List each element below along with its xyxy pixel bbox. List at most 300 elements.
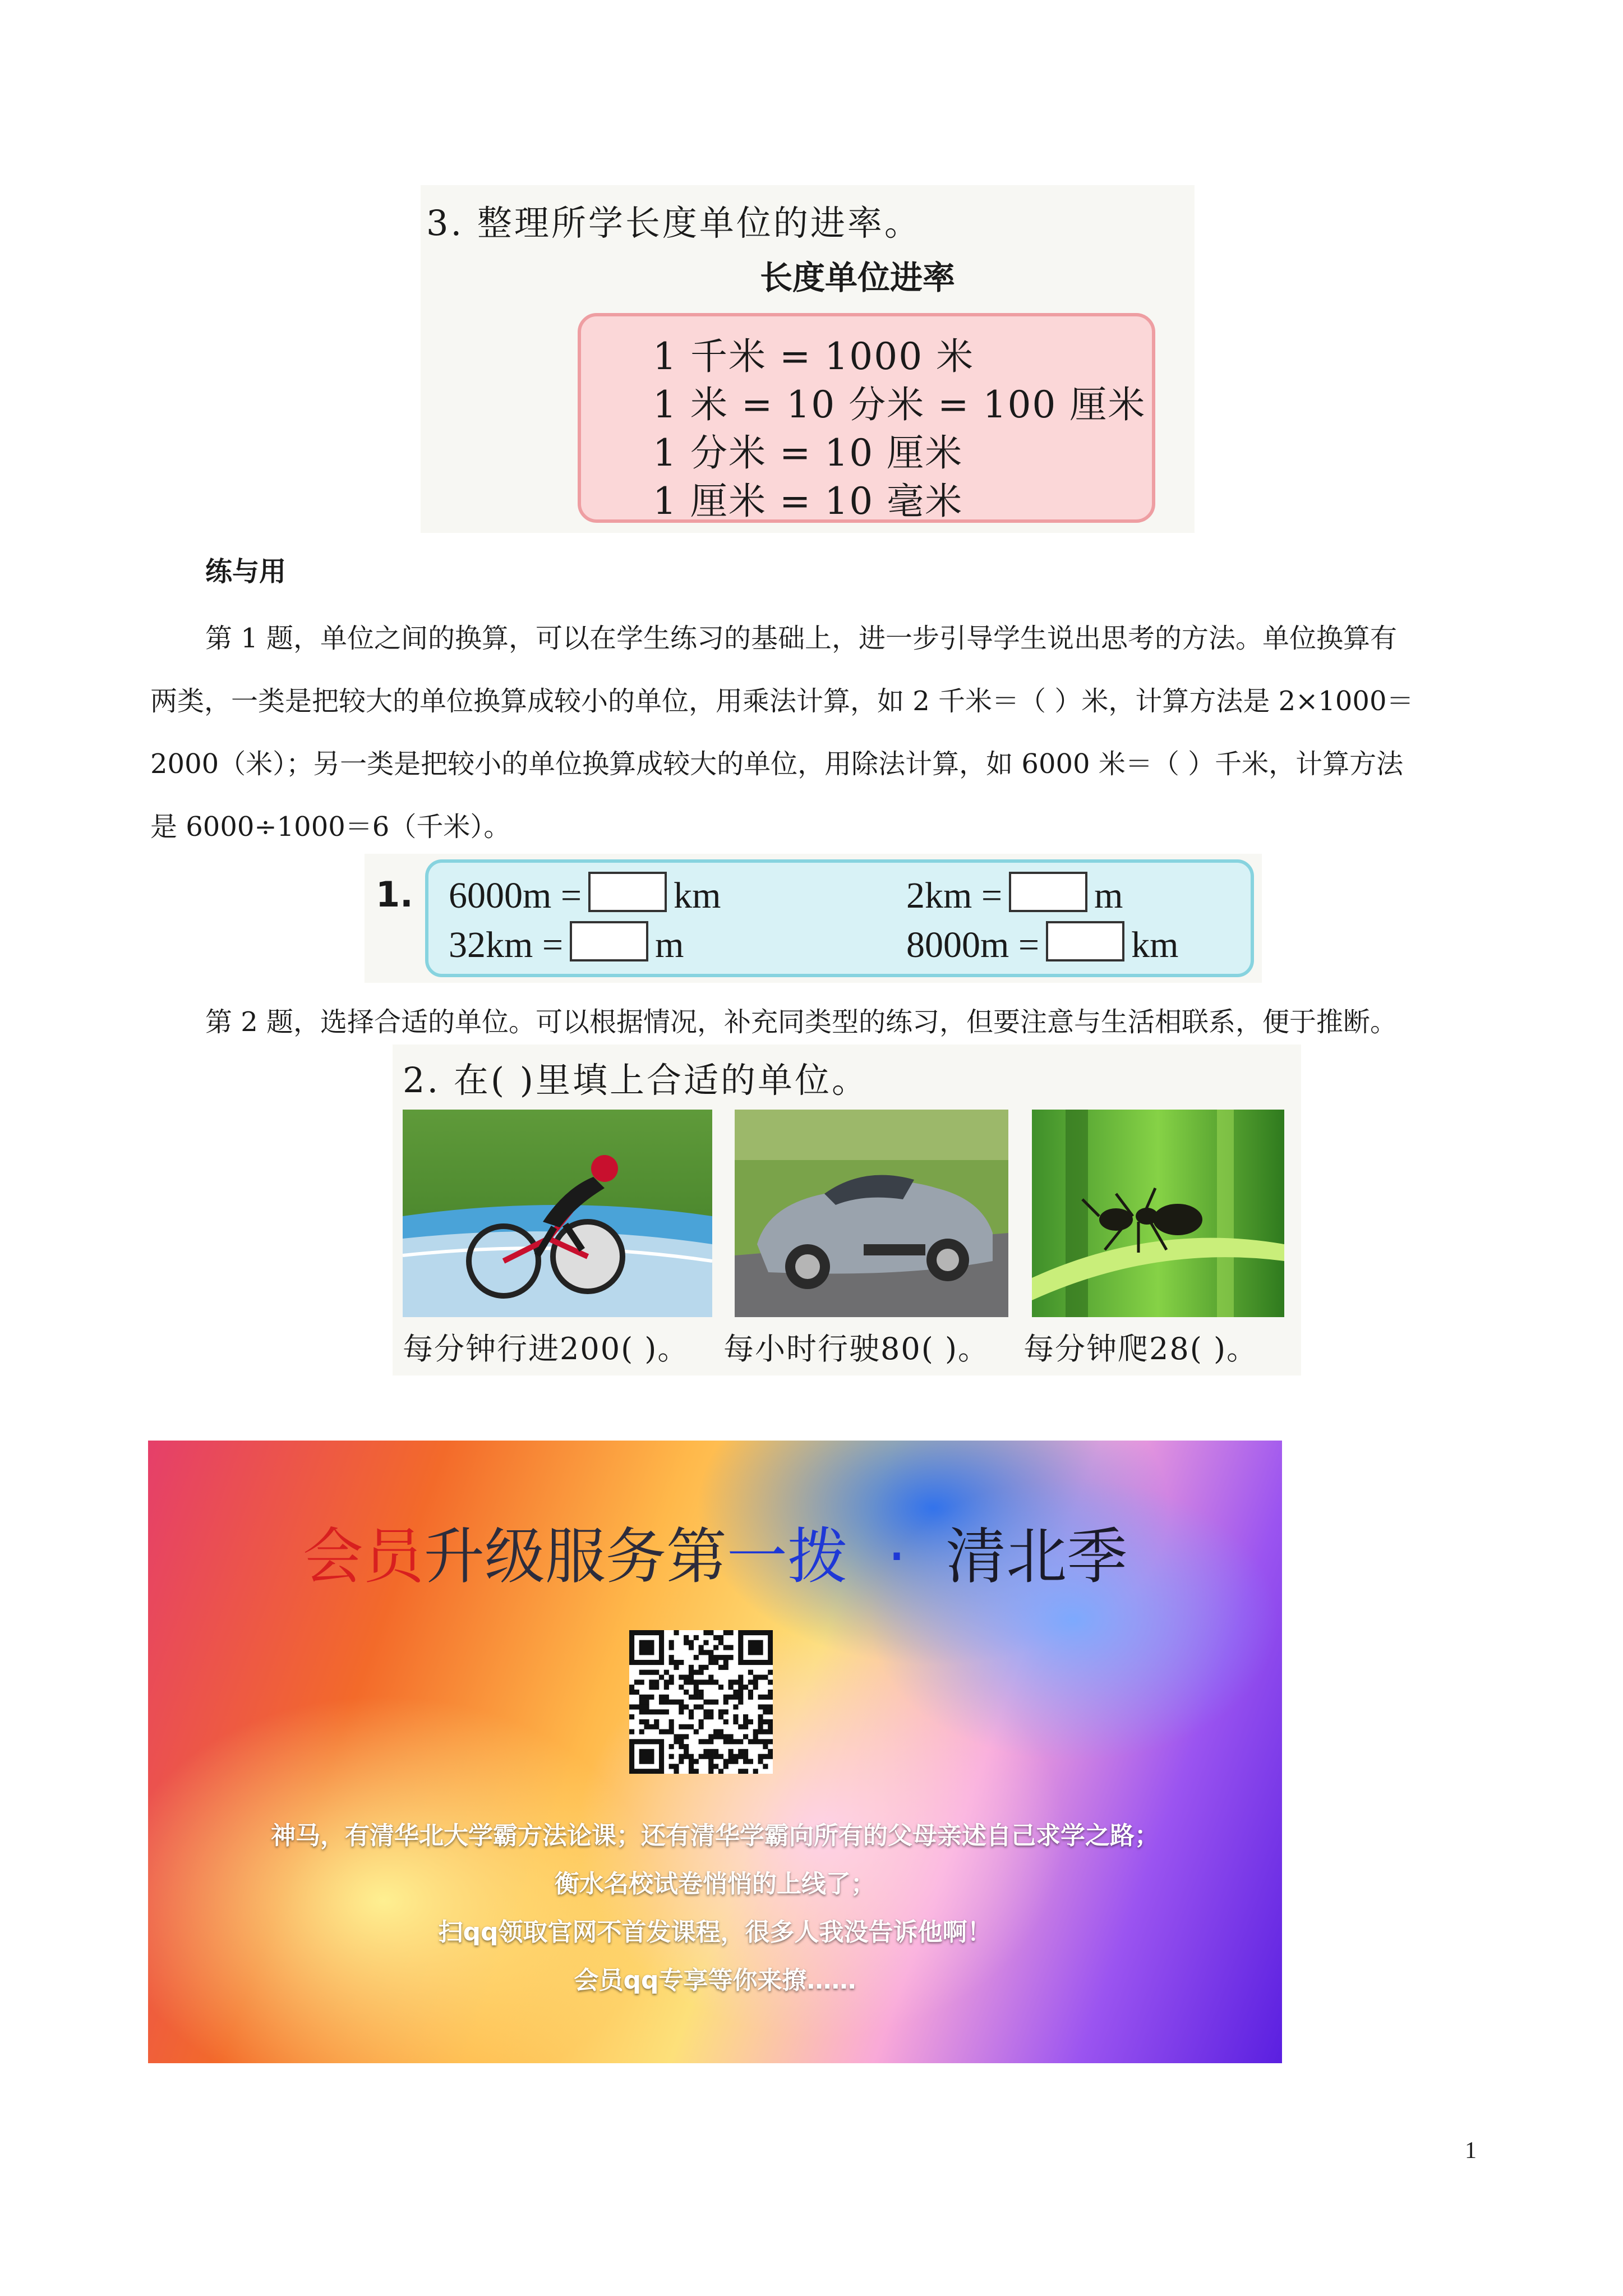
qr-module xyxy=(699,1665,704,1670)
rate-line: 1 分米 = 10 厘米 xyxy=(653,431,963,475)
qr-module xyxy=(723,1695,728,1700)
qr-module xyxy=(758,1640,763,1645)
qr-module xyxy=(768,1690,773,1695)
qr-module xyxy=(684,1690,689,1695)
qr-module xyxy=(679,1700,684,1705)
qr-module xyxy=(649,1670,654,1675)
qr-module xyxy=(634,1660,639,1665)
qr-module xyxy=(743,1769,748,1774)
qr-module xyxy=(649,1680,654,1685)
qr-module xyxy=(689,1640,694,1645)
qr-module xyxy=(654,1660,659,1665)
qr-module xyxy=(679,1744,684,1749)
banner-line: 衡水名校试卷悄悄的上线了； xyxy=(555,1870,875,1898)
conversion-left: 32km = xyxy=(449,924,564,965)
qr-module xyxy=(659,1709,664,1714)
qr-module xyxy=(738,1680,743,1685)
qr-module xyxy=(629,1690,634,1695)
qr-module xyxy=(649,1709,654,1714)
qr-module xyxy=(684,1704,689,1709)
answer-blank xyxy=(588,872,667,912)
qr-module xyxy=(753,1685,758,1690)
qr-module xyxy=(659,1754,664,1759)
qr-module xyxy=(699,1690,704,1695)
rate-line: 1 米 = 10 分米 = 100 厘米 xyxy=(653,383,1146,426)
qr-module xyxy=(733,1759,738,1764)
qr-module xyxy=(738,1739,743,1744)
qr-module xyxy=(763,1709,768,1714)
qr-module xyxy=(748,1660,753,1665)
qr-module xyxy=(689,1724,694,1729)
qr-module xyxy=(713,1635,718,1640)
qr-module xyxy=(694,1655,699,1660)
qr-module xyxy=(644,1759,649,1764)
qr-module xyxy=(708,1680,713,1685)
qr-module xyxy=(674,1739,679,1744)
qr-module xyxy=(768,1704,773,1709)
qr-module xyxy=(768,1680,773,1685)
qr-module xyxy=(699,1695,704,1700)
rate-line: 1 厘米 = 10 毫米 xyxy=(653,480,963,523)
qr-module xyxy=(743,1630,748,1635)
qr-module xyxy=(659,1655,664,1660)
qr-module xyxy=(718,1685,723,1690)
qr-module xyxy=(689,1709,694,1714)
qr-module xyxy=(728,1734,734,1739)
qr-module xyxy=(639,1754,644,1759)
banner-title-part: 升级服务第 xyxy=(423,1522,727,1592)
ant-photo xyxy=(1032,1110,1284,1317)
qr-module xyxy=(654,1685,659,1690)
qr-module xyxy=(738,1700,743,1705)
qr-module xyxy=(718,1635,723,1640)
qr-module xyxy=(644,1645,649,1650)
qr-module xyxy=(669,1744,674,1749)
qr-module xyxy=(728,1645,734,1650)
qr-module xyxy=(629,1650,634,1655)
qr-module xyxy=(768,1670,773,1675)
qr-module xyxy=(644,1724,649,1729)
qr-module xyxy=(738,1650,743,1655)
qr-module xyxy=(699,1724,704,1729)
qr-module xyxy=(718,1665,723,1670)
qr-module xyxy=(753,1660,758,1665)
qr-module xyxy=(713,1700,718,1705)
qr-module xyxy=(679,1674,684,1680)
qr-module xyxy=(738,1655,743,1660)
qr-module xyxy=(639,1645,644,1650)
qr-module xyxy=(723,1645,728,1650)
qr-module xyxy=(738,1724,743,1729)
qr-module xyxy=(654,1709,659,1714)
qr-module xyxy=(758,1739,763,1744)
qr-module xyxy=(674,1700,679,1705)
qr-module xyxy=(644,1709,649,1714)
qr-module xyxy=(753,1640,758,1645)
qr-module xyxy=(679,1734,684,1739)
qr-module xyxy=(699,1754,704,1759)
qr-module xyxy=(763,1744,768,1749)
qr-module xyxy=(639,1700,644,1705)
qr-module xyxy=(639,1650,644,1655)
qr-module xyxy=(703,1630,708,1635)
qr-module xyxy=(768,1640,773,1645)
qr-module xyxy=(758,1729,763,1734)
qr-module xyxy=(659,1729,664,1734)
qr-module xyxy=(758,1645,763,1650)
qr-module xyxy=(763,1630,768,1635)
qr-module xyxy=(703,1749,708,1754)
qr-module xyxy=(708,1714,713,1719)
qr-module xyxy=(743,1734,748,1739)
qr-module xyxy=(629,1655,634,1660)
qr-module xyxy=(743,1714,748,1719)
qr-module xyxy=(699,1645,704,1650)
qr-module xyxy=(758,1695,763,1700)
qr-module xyxy=(763,1754,768,1759)
qr-module xyxy=(753,1739,758,1744)
qr-module xyxy=(753,1630,758,1635)
qr-module xyxy=(674,1660,679,1665)
qr-module xyxy=(629,1630,634,1635)
qr-module xyxy=(684,1640,689,1645)
qr-module xyxy=(703,1700,708,1705)
qr-module xyxy=(763,1660,768,1665)
qr-module xyxy=(703,1714,708,1719)
qr-module xyxy=(763,1729,768,1734)
qr-module xyxy=(629,1704,634,1709)
qr-module xyxy=(669,1700,674,1705)
qr-module xyxy=(723,1734,728,1739)
qr-module xyxy=(708,1630,713,1635)
qr-module xyxy=(763,1674,768,1680)
qr-module xyxy=(723,1660,728,1665)
qr-module xyxy=(738,1635,743,1640)
cyclist-photo xyxy=(403,1110,712,1317)
qr-module xyxy=(664,1680,669,1685)
qr-module xyxy=(664,1670,669,1675)
qr-module xyxy=(669,1640,674,1645)
qr-module xyxy=(644,1719,649,1724)
paragraph-line: 2000（米）；另一类是把较小的单位换算成较大的单位，用除法计算，如 6000 米＝（ ）千米，计算方法 xyxy=(150,748,1404,780)
qr-module xyxy=(634,1739,639,1744)
qr-module xyxy=(738,1690,743,1695)
qr-module xyxy=(763,1739,768,1744)
qr-module xyxy=(728,1680,734,1685)
qr-module xyxy=(758,1650,763,1655)
qr-module xyxy=(699,1704,704,1709)
qr-module xyxy=(713,1655,718,1660)
qr-module xyxy=(689,1764,694,1769)
conversion-unit: km xyxy=(674,875,721,916)
qr-module xyxy=(723,1630,728,1635)
qr-module xyxy=(639,1709,644,1714)
qr-module xyxy=(659,1769,664,1774)
qr-module xyxy=(689,1769,694,1774)
qr-module xyxy=(644,1670,649,1675)
qr-module xyxy=(629,1754,634,1759)
qr-module xyxy=(629,1769,634,1774)
qr-module xyxy=(659,1764,664,1769)
length-units-figure xyxy=(421,185,1195,533)
qr-module xyxy=(649,1645,654,1650)
qr-module xyxy=(634,1769,639,1774)
qr-module xyxy=(689,1680,694,1685)
qr-module xyxy=(644,1650,649,1655)
qr-module xyxy=(723,1700,728,1705)
paragraph-line: 是 6000÷1000＝6（千米）。 xyxy=(150,811,511,843)
qr-module xyxy=(703,1739,708,1744)
qr-module xyxy=(748,1680,753,1685)
qr-module xyxy=(733,1754,738,1759)
conversion-item xyxy=(449,921,684,967)
qr-module xyxy=(758,1630,763,1635)
rate-line: 1 千米 = 1000 米 xyxy=(653,335,975,378)
qr-module xyxy=(768,1635,773,1640)
qr-module xyxy=(639,1695,644,1700)
qr-module xyxy=(753,1769,758,1774)
qr-module xyxy=(649,1660,654,1665)
qr-module xyxy=(629,1640,634,1645)
qr-module xyxy=(659,1630,664,1635)
qr-module xyxy=(758,1724,763,1729)
qr-module xyxy=(639,1719,644,1724)
qr-code[interactable] xyxy=(629,1630,773,1774)
qr-module xyxy=(743,1660,748,1665)
qr-module xyxy=(689,1695,694,1700)
qr-module xyxy=(768,1630,773,1635)
qr-module xyxy=(713,1734,718,1739)
qr-module xyxy=(689,1714,694,1719)
qr-module xyxy=(659,1660,664,1665)
qr-module xyxy=(768,1724,773,1729)
qr-module xyxy=(659,1700,664,1705)
qr-module xyxy=(659,1674,664,1680)
qr-module xyxy=(708,1769,713,1774)
qr-module xyxy=(699,1719,704,1724)
qr-module xyxy=(659,1739,664,1744)
qr-module xyxy=(703,1709,708,1714)
qr-module xyxy=(644,1695,649,1700)
qr-module xyxy=(699,1670,704,1675)
qr-module xyxy=(733,1680,738,1685)
qr-module xyxy=(689,1754,694,1759)
qr-module xyxy=(758,1660,763,1665)
exercise2-figure xyxy=(393,1045,1301,1375)
qr-module xyxy=(679,1724,684,1729)
qr-module xyxy=(738,1695,743,1700)
qr-module xyxy=(629,1749,634,1754)
qr-module xyxy=(684,1754,689,1759)
qr-module xyxy=(718,1640,723,1645)
qr-module xyxy=(644,1739,649,1744)
qr-module xyxy=(708,1754,713,1759)
conversion-item xyxy=(906,872,1123,917)
qr-module xyxy=(694,1685,699,1690)
qr-module xyxy=(733,1690,738,1695)
car-photo xyxy=(735,1110,1008,1317)
qr-module xyxy=(674,1734,679,1739)
qr-module xyxy=(708,1749,713,1754)
qr-module xyxy=(674,1630,679,1635)
exercise2-heading: 2. 在( )里填上合适的单位。 xyxy=(403,1060,869,1101)
qr-module xyxy=(748,1645,753,1650)
paragraph-line: 两类，一类是把较大的单位换算成较小的单位，用乘法计算，如 2 千米＝（ ）米，计算方法是 2×1000＝ xyxy=(150,685,1414,717)
qr-module xyxy=(654,1630,659,1635)
qr-module xyxy=(728,1695,734,1700)
qr-module xyxy=(649,1769,654,1774)
qr-module xyxy=(728,1685,734,1690)
qr-module xyxy=(753,1729,758,1734)
qr-module xyxy=(679,1759,684,1764)
practice-heading: 练与用 xyxy=(205,556,287,587)
qr-module xyxy=(669,1754,674,1759)
qr-module xyxy=(669,1645,674,1650)
qr-module xyxy=(639,1769,644,1774)
qr-module xyxy=(703,1665,708,1670)
qr-module xyxy=(659,1744,664,1749)
qr-module xyxy=(689,1674,694,1680)
qr-module xyxy=(753,1680,758,1685)
qr-module xyxy=(694,1680,699,1685)
qr-module xyxy=(669,1674,674,1680)
qr-module xyxy=(768,1749,773,1754)
qr-module xyxy=(684,1635,689,1640)
qr-module xyxy=(738,1630,743,1635)
exercise1-figure xyxy=(365,854,1262,983)
qr-module xyxy=(659,1650,664,1655)
qr-module xyxy=(664,1729,669,1734)
qr-module xyxy=(718,1769,723,1774)
qr-module xyxy=(694,1635,699,1640)
conversion-left: 8000m = xyxy=(906,924,1040,965)
qr-module xyxy=(659,1759,664,1764)
qr-module xyxy=(708,1700,713,1705)
qr-module xyxy=(634,1704,639,1709)
qr-module xyxy=(758,1704,763,1709)
qr-module xyxy=(664,1685,669,1690)
qr-module xyxy=(768,1655,773,1660)
banner-title-part: 一拨 xyxy=(726,1522,848,1592)
qr-module xyxy=(743,1749,748,1754)
qr-module xyxy=(743,1754,748,1759)
qr-module xyxy=(748,1690,753,1695)
qr-module xyxy=(758,1714,763,1719)
conversion-item xyxy=(449,872,721,917)
qr-module xyxy=(659,1749,664,1754)
answer-blank xyxy=(1009,872,1087,912)
qr-module xyxy=(753,1645,758,1650)
qr-module xyxy=(713,1729,718,1734)
qr-module xyxy=(713,1645,718,1650)
conversion-left: 2km = xyxy=(906,875,1003,916)
qr-module xyxy=(629,1729,634,1734)
qr-module xyxy=(748,1759,753,1764)
qr-module xyxy=(694,1729,699,1734)
qr-module xyxy=(748,1719,753,1724)
qr-module xyxy=(669,1660,674,1665)
qr-module xyxy=(644,1640,649,1645)
qr-module xyxy=(684,1724,689,1729)
paragraph-line: 第 1 题，单位之间的换算，可以在学生练习的基础上，进一步引导学生说出思考的方法。单位换算有 xyxy=(205,623,1398,654)
banner-title-part: 会员 xyxy=(302,1522,424,1592)
qr-module xyxy=(713,1680,718,1685)
qr-module xyxy=(654,1724,659,1729)
qr-module xyxy=(713,1660,718,1665)
qr-module xyxy=(664,1700,669,1705)
banner-title-part: · xyxy=(887,1522,907,1592)
conversion-unit: km xyxy=(1131,924,1179,965)
qr-module xyxy=(684,1734,689,1739)
banner-line: 神马，有清华北大学霸方法论课；还有清华学霸向所有的父母亲述自己求学之路； xyxy=(271,1821,1159,1850)
banner-title xyxy=(148,1508,1282,1595)
qr-module xyxy=(634,1630,639,1635)
qr-module xyxy=(629,1714,634,1719)
qr-module xyxy=(634,1690,639,1695)
qr-module xyxy=(669,1764,674,1769)
qr-module xyxy=(708,1764,713,1769)
conversion-left: 6000m = xyxy=(449,875,582,916)
qr-module xyxy=(708,1655,713,1660)
qr-module xyxy=(738,1660,743,1665)
qr-module xyxy=(629,1764,634,1769)
qr-module xyxy=(743,1724,748,1729)
conversion-item xyxy=(906,921,1178,967)
qr-module xyxy=(654,1769,659,1774)
qr-module xyxy=(763,1719,768,1724)
qr-module xyxy=(644,1704,649,1709)
qr-module xyxy=(708,1739,713,1744)
qr-module xyxy=(699,1650,704,1655)
banner-line: 会员qq专享等你来撩…… xyxy=(574,1966,856,1995)
qr-module xyxy=(694,1695,699,1700)
qr-module xyxy=(664,1695,669,1700)
qr-module xyxy=(654,1670,659,1675)
qr-module xyxy=(733,1714,738,1719)
qr-module xyxy=(644,1630,649,1635)
qr-module xyxy=(733,1719,738,1724)
qr-module xyxy=(684,1674,689,1680)
qr-module xyxy=(629,1645,634,1650)
qr-module xyxy=(708,1650,713,1655)
answer-blank xyxy=(1046,921,1124,961)
qr-module xyxy=(738,1769,743,1774)
qr-module xyxy=(708,1674,713,1680)
rate-box xyxy=(578,313,1155,523)
qr-module xyxy=(768,1739,773,1744)
qr-module xyxy=(723,1709,728,1714)
qr-module xyxy=(649,1759,654,1764)
rate-table-title: 长度单位进率 xyxy=(760,259,956,297)
qr-module xyxy=(728,1754,734,1759)
qr-module xyxy=(679,1685,684,1690)
qr-module xyxy=(639,1670,644,1675)
qr-module xyxy=(733,1695,738,1700)
qr-code-image xyxy=(629,1630,773,1774)
qr-module xyxy=(634,1680,639,1685)
qr-module xyxy=(738,1645,743,1650)
qr-module xyxy=(649,1754,654,1759)
qr-module xyxy=(723,1764,728,1769)
qr-module xyxy=(748,1640,753,1645)
qr-module xyxy=(649,1695,654,1700)
qr-module xyxy=(713,1764,718,1769)
section3-heading: 3. 整理所学长度单位的进率。 xyxy=(426,203,921,243)
qr-module xyxy=(639,1704,644,1709)
caption-car: 每小时行驶80( )。 xyxy=(723,1331,990,1366)
qr-module xyxy=(758,1759,763,1764)
qr-module xyxy=(654,1719,659,1724)
